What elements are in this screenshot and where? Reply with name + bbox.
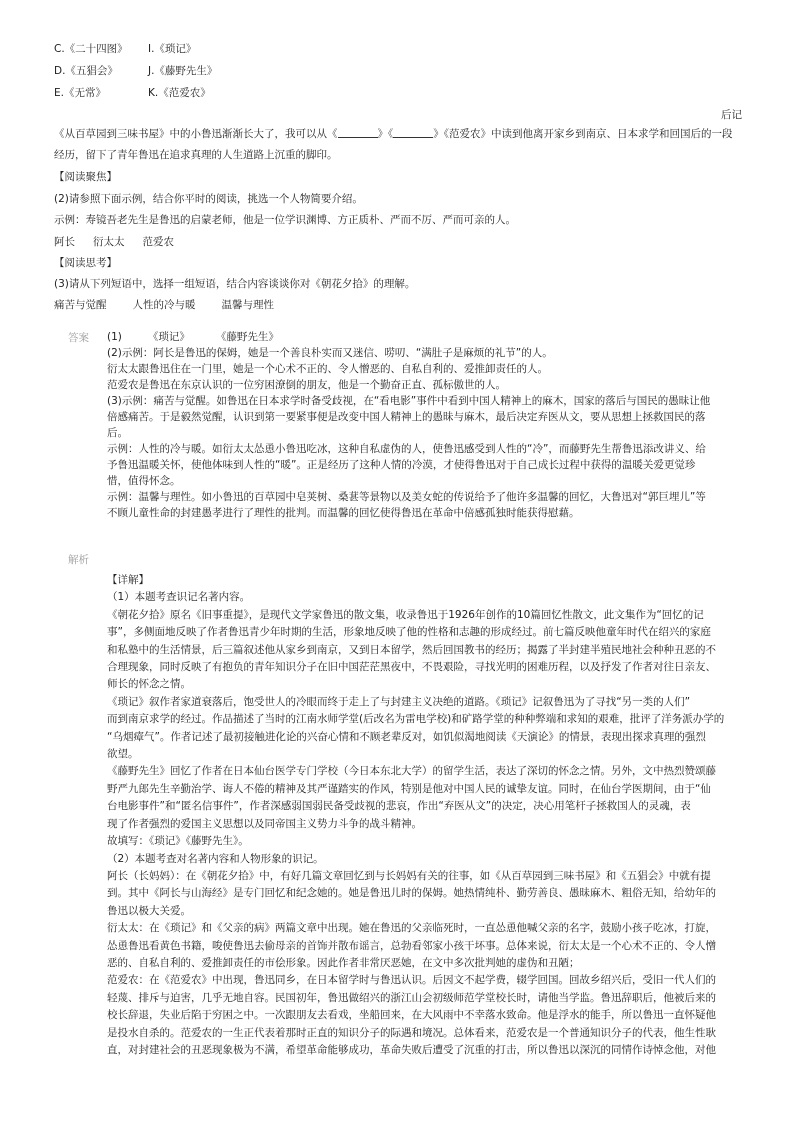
choice-achang: 阿长 bbox=[54, 236, 75, 248]
option-row bbox=[54, 42, 196, 57]
explain-line: “乌烟瘴气”。作者记述了最初接触进化论的兴奋心情和不顾老辈反对，如饥似渴地阅读《天演论》的情景，表现出探求真理的强烈 bbox=[107, 730, 706, 743]
answer-line: 倍感痛苦。于是毅然觉醒，认识到第一要紧事便是改变中国人精神上的愚昧与麻木，最后决定弃医从文，要从思想上拯救国民的落 bbox=[107, 411, 706, 423]
section-reading-focus: 【阅读聚焦】 bbox=[54, 171, 117, 183]
explain-line: 恶的、自私自利的、爱推卸责任的市侩形象。因此作者非常厌恶她，在文中多次批判她的虚伪和丑陋； bbox=[107, 956, 580, 969]
explain-line: 鲁迅以极大关爱。 bbox=[107, 904, 191, 917]
question-1 bbox=[54, 126, 733, 142]
answer-line: 示例：温馨与理性。如小鲁迅的百草园中皂荚树、桑葚等景物以及美女蛇的传说给予了他许多温馨的回忆，大鲁迅对“郭巨埋儿”等 bbox=[107, 491, 706, 503]
answer-line-1: (1) 《琐记》 《藤野先生》 bbox=[107, 331, 279, 343]
explain-line: 欲望。 bbox=[107, 748, 139, 761]
question-2-choices bbox=[54, 235, 174, 250]
explain-line: 故填写：《琐记》《藤野先生》。 bbox=[107, 835, 249, 848]
answer-label: 答案 bbox=[68, 332, 89, 344]
choice-pain-awakening: 痛苦与觉醒 bbox=[54, 299, 107, 311]
option-i: I.《琐记》 bbox=[148, 43, 197, 55]
explain-line: 到。其中《阿长与山海经》是专门回忆和纪念她的。她是鲁迅儿时的保姆。她热情纯朴、勤劳善良、愚昧麻木、粗俗无知，给幼年的 bbox=[107, 887, 716, 900]
answer-line: (2)示例：阿长是鲁迅的保姆，她是一个善良朴实而又迷信、唠叨、“满肚子是麻烦的礼节”的人。 bbox=[107, 347, 553, 359]
answer-1-b: 《藤野先生》 bbox=[215, 331, 279, 343]
explain-line: 是投水自杀的。范爱农的一生正代表着那时正直的知识分子的际遇和境况。总体看来，范爱农是一个普通知识分子的代表，他生性耿 bbox=[107, 1026, 716, 1039]
question-1-line2: 经历，留下了青年鲁迅在追求真理的人生道路上沉重的脚印。 bbox=[54, 149, 338, 161]
explain-line: 《朝花夕拾》原名《旧事重提》，是现代文学家鲁迅的散文集，收录鲁迅于1926年创作的10篇回忆性散文，此文集作为“回忆的记 bbox=[107, 608, 704, 621]
explain-line: 事”，多侧面地反映了作者鲁迅青少年时期的生活，形象地反映了他的性格和志趣的形成经过。前七篇反映他童年时代在绍兴的家庭 bbox=[107, 626, 711, 639]
answer-line: 衍太太跟鲁迅住在一门里，她是一个心术不正的、令人憎恶的、自私自利的、爱推卸责任的人。 bbox=[107, 363, 548, 375]
choice-fanainong: 范爱农 bbox=[142, 236, 174, 248]
explain-line: 衍太太：在《琐记》和《父亲的病》两篇文章中出现。她在鲁迅的父亲临死时，一直怂恿他喊父亲的名字，鼓励小孩子吃冰，打旋， bbox=[107, 922, 716, 935]
question-2: (2)请参照下面示例，结合你平时的阅读，挑选一个人物简要介绍。 bbox=[54, 193, 363, 205]
option-c: C.《二十四图》 bbox=[54, 43, 128, 55]
option-row bbox=[54, 86, 211, 101]
answer-1-a: 《琐记》 bbox=[147, 331, 190, 343]
choice-cold-warm: 人性的冷与暖 bbox=[132, 299, 196, 311]
explain-line: 合理现象，同时反映了有抱负的青年知识分子在旧中国茫茫黑夜中，不畏艰险，寻找光明的困难历程，以及抒发了作者对往日亲友、 bbox=[107, 661, 716, 674]
answer-line: 惜，值得怀念。 bbox=[107, 475, 181, 487]
explain-line: 轻蔑、排斥与迫害，几乎无地自容。民国初年，鲁迅做绍兴的浙江山会初级师范学堂校长时，请他当学监。鲁迅辞职后，他被后来的 bbox=[107, 991, 716, 1004]
question-2-example: 示例：寿镜吾老先生是鲁迅的启蒙老师，他是一位学识渊博、方正质朴、严而不厉、严而可亲的人。 bbox=[54, 214, 516, 226]
explain-heading: 【详解】 bbox=[107, 574, 149, 586]
q1-text-b: 》《 bbox=[377, 128, 394, 140]
explain-line: 现了作者强烈的爱国主义思想以及同帝国主义势力斗争的战斗精神。 bbox=[107, 817, 422, 830]
option-row bbox=[54, 64, 217, 79]
answer-line: 不顾儿童性命的封建愚孝进行了理性的批判。而温馨的回忆使得鲁迅在革命中倍感孤独时能获得慰藉。 bbox=[107, 507, 580, 519]
explain-line: 直，对封建社会的丑恶现象极为不满，希望革命能够成功，革命失败后遭受了沉重的打击，所以鲁迅以深沉的同情作诗悼念他，对他 bbox=[107, 1043, 716, 1056]
q1-text-a: 《从百草园到三味书屋》中的小鲁迅渐渐长大了，我可以从《 bbox=[54, 128, 338, 140]
explain-line: 和私塾中的生活情景，后三篇叙述他从家乡到南京，又到日本留学，然后回国教书的经历；揭露了半封建半殖民地社会种种丑恶的不 bbox=[107, 643, 716, 656]
explain-line: 台电影事件”和“匿名信事件”，作者深感弱国弱民备受歧视的悲哀，作出“弃医从文”的决定，决心用笔杆子拯救国人的灵魂，表 bbox=[107, 800, 691, 813]
explain-line: 阿长（长妈妈）：在《朝花夕拾》中，有好几篇文章回忆到与长妈妈有关的往事，如《从百草园到三味书屋》和《五猖会》中就有提 bbox=[107, 869, 711, 882]
choice-yantaitai: 衍太太 bbox=[93, 236, 125, 248]
option-houji: 后记 bbox=[721, 109, 742, 121]
section-reading-think: 【阅读思考】 bbox=[54, 257, 117, 269]
answer-line: 后。 bbox=[107, 427, 128, 439]
choice-warm-rational: 温馨与理性 bbox=[221, 299, 274, 311]
explain-line: 野严九郎先生辛勤治学、诲人不倦的精神及其严谨踏实的作风，特别是他对中国人民的诚挚友谊。同时，在仙台学医期间，由于“仙 bbox=[107, 782, 711, 795]
question-3: (3)请从下列短语中，选择一组短语，结合内容谈谈你对《朝花夕拾》的理解。 bbox=[54, 278, 416, 290]
option-d: D.《五猖会》 bbox=[54, 65, 118, 77]
explain-block bbox=[107, 572, 727, 1059]
explain-line: 《琐记》叙作者家道衰落后，饱受世人的冷眼而终于走上了与封建主义决绝的道路。《琐记》记叙鲁迅为了寻找“另一类的人们” bbox=[107, 695, 691, 708]
answer-line: 示例：人性的冷与暖。如衍太太怂恿小鲁迅吃冰，这种自私虚伪的人，使鲁迅感受到人性的“冷”，而藤野先生帮鲁迅添改讲义、给 bbox=[107, 443, 706, 455]
option-k: K.《范爱农》 bbox=[148, 87, 211, 99]
fill-blank-2[interactable] bbox=[393, 126, 433, 138]
explain-line: 师长的怀念之情。 bbox=[107, 678, 191, 691]
answer-line: 范爱农是鲁迅在东京认识的一位穷困潦倒的朋友，他是一个勤奋正直、孤标傲世的人。 bbox=[107, 379, 506, 391]
q1-text-c: 》《范爱农》中读到他离开家乡到南京、日本求学和回国后的一段 bbox=[433, 128, 733, 140]
option-j: J.《藤野先生》 bbox=[148, 65, 218, 77]
fill-blank-1[interactable] bbox=[338, 126, 378, 138]
answer-block bbox=[107, 329, 727, 521]
explain-line: 怂恿鲁迅看黄色书籍，唆使鲁迅去偷母亲的首饰并散布谣言，总勃看邻家小孩干坏事。总体来说，衍太太是一个心术不正的、令人憎 bbox=[107, 939, 716, 952]
explain-line: 《藤野先生》回忆了作者在日本仙台医学专门学校（今日本东北大学）的留学生活，表达了深切的怀念之情。另外，文中热烈赞颂藤 bbox=[107, 765, 716, 778]
explain-line: 而到南京求学的经过。作品描述了当时的江南水师学堂(后改名为雷电学校)和矿路学堂的种种弊端和求知的艰难，批评了洋务派办学的 bbox=[107, 713, 725, 726]
explain-line: 范爱农：在《范爱农》中出现，鲁迅同乡，在日本留学时与鲁迅认识。后因文不起学费，辍学回国。回故乡绍兴后，受旧一代人们的 bbox=[107, 974, 716, 987]
answer-line: (3)示例：痛苦与觉醒。如鲁迅在日本求学时备受歧视，在“看电影”事件中看到中国人精神上的麻木，国家的落后与国民的愚昧让他 bbox=[107, 395, 711, 407]
explain-line: （1）本题考查识记名著内容。 bbox=[107, 591, 251, 604]
explain-line: 校长辞退，失业后陷于穷困之中。一次跟朋友去看戏，坐船回来，在大风雨中不幸落水致命。他是浮水的能手，所以鲁迅一直怀疑他 bbox=[107, 1009, 716, 1022]
question-3-choices bbox=[54, 298, 274, 313]
explain-line: （2）本题考查对名著内容和人物形象的识记。 bbox=[107, 852, 324, 865]
answer-line: 予鲁迅温暖关怀，使他体味到人性的“暖”。正是经历了这种人情的冷漠，才使得鲁迅对于自己成长过程中获得的温暖关爱更觉珍 bbox=[107, 459, 696, 471]
option-e: E.《无常》 bbox=[54, 87, 106, 99]
explain-label: 解析 bbox=[68, 554, 89, 566]
